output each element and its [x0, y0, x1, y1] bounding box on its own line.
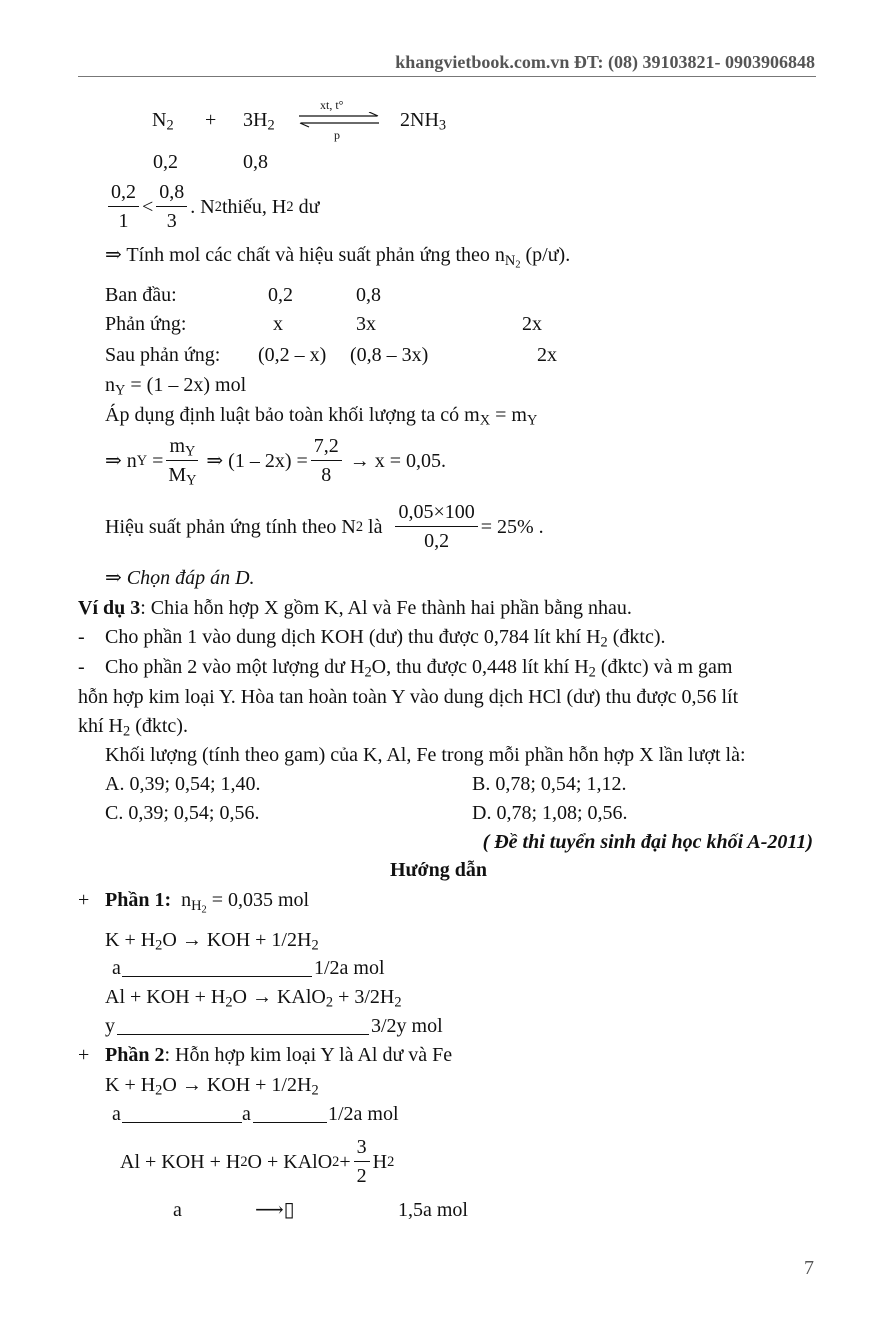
- text: Cho phần 1 vào dung dịch KOH (dư) thu được 0,784 lít khí H: [105, 626, 601, 648]
- text: H: [372, 1150, 388, 1173]
- page-header: [395, 52, 815, 74]
- text: ⇒ (1 – 2x) =: [206, 449, 308, 472]
- num: 0,05×100: [395, 500, 477, 527]
- plus-2: +: [78, 1044, 90, 1066]
- text: thiếu, H: [221, 195, 287, 218]
- text: = (1 – 2x) mol: [130, 374, 247, 396]
- text: = m: [495, 404, 527, 426]
- ratio-n2: [108, 180, 139, 233]
- text: O + KAlO: [247, 1150, 333, 1173]
- sub: 2: [166, 117, 174, 134]
- example3-bullet2-line3: [78, 714, 188, 738]
- exam-source: ( Đề thi tuyển sinh đại học khối A-2011): [482, 831, 813, 853]
- frac-3-2: [354, 1135, 370, 1188]
- sub: Y: [115, 382, 126, 399]
- page-number: 7: [804, 1257, 814, 1279]
- underline: [122, 976, 312, 977]
- option-d: D. 0,78; 1,08; 0,56.: [472, 802, 628, 824]
- example3-bullet2-line2: hỗn hợp kim loại Y. Hòa tan hoàn toàn Y vào dung dịch HCl (dư) thu được 0,56 lít: [78, 686, 739, 708]
- row-0-c2: 0,8: [356, 284, 381, 306]
- ratio-h2: [156, 180, 187, 233]
- sub: Y: [186, 472, 197, 489]
- reaction-al-koh-2: Al + KOH + H 2 O + KAlO 2 + $\frac{3}{2}$ H 2: [120, 1136, 395, 1187]
- den: 1: [118, 210, 129, 232]
- text: = 25% .: [480, 515, 544, 538]
- text: (đktc).: [612, 626, 666, 648]
- den: 3: [166, 210, 177, 232]
- sub: 3: [438, 117, 447, 134]
- text: khí H: [78, 715, 123, 737]
- sub: 2: [515, 259, 521, 271]
- part1-line: [105, 888, 310, 916]
- choose-answer: ⇒ Chọn đáp án D.: [105, 567, 255, 589]
- text: = 0,035 mol: [211, 889, 310, 911]
- text: n: [181, 889, 192, 911]
- r2-mol-b: 3/2y mol: [371, 1015, 443, 1037]
- sub: [191, 898, 207, 914]
- text: O → KAlO: [232, 986, 326, 1008]
- law-line: [105, 403, 537, 427]
- text: O, thu được 0,448 lít khí H: [371, 656, 589, 678]
- text: : Chia hỗn hợp X gồm K, Al và Fe thành hai phần bằng nhau.: [140, 597, 632, 619]
- text: ⇒ n: [105, 449, 137, 472]
- example3-bullet2: [105, 655, 732, 679]
- label: Phần 2: [105, 1044, 165, 1066]
- r4-mol-a: a: [173, 1199, 182, 1221]
- text: Al + KOH + H: [105, 986, 226, 1008]
- M: M: [168, 464, 187, 486]
- reaction-k-water: [105, 928, 319, 952]
- equation-line: ⇒ n Y = $\frac{m_Y}{M_Y}$ ⇒ (1 – 2x) = $\frac{7,2}{8}$ → x = 0,05.: [105, 435, 447, 489]
- den: 8: [321, 464, 332, 486]
- row-label-2: Sau phản ứng:: [105, 344, 221, 366]
- text: +: [339, 1150, 351, 1173]
- implies-line: [105, 243, 571, 271]
- row-2-c2: (0,8 – 3x): [350, 344, 429, 366]
- sub: X: [479, 412, 491, 429]
- h2-text: 3H: [243, 109, 268, 131]
- sub: 2: [311, 937, 319, 954]
- option-a: A. 0,39; 0,54; 1,40.: [105, 773, 261, 795]
- sub: 2: [588, 664, 596, 681]
- sub: 2: [364, 664, 372, 681]
- plus-1: +: [78, 889, 90, 911]
- condition-bottom: p: [334, 128, 340, 142]
- example3-title: [78, 596, 632, 620]
- row-1-c3: 2x: [522, 313, 542, 335]
- den: 2: [356, 1165, 367, 1187]
- sub: 2: [325, 994, 334, 1011]
- sub: Y: [185, 443, 196, 460]
- text: O → KOH + 1/2H: [162, 1074, 312, 1096]
- text: Hiệu suất phản ứng tính theo N: [105, 515, 356, 538]
- r3-mol-a: a: [112, 1103, 121, 1125]
- sub: 2: [201, 904, 207, 916]
- row-1-c1: x: [273, 313, 283, 335]
- underline: [253, 1122, 327, 1123]
- equilibrium-arrow-icon: [297, 112, 381, 128]
- text: (đktc) và m gam: [600, 656, 733, 678]
- text: Cho phần 2 vào một lượng dư H: [105, 656, 365, 678]
- row-label-1: Phản ứng:: [105, 313, 187, 335]
- sub: 2: [155, 937, 163, 954]
- header-site: khangvietbook.com.vn: [395, 52, 570, 72]
- text: dư: [298, 195, 320, 218]
- header-phone: ĐT: (08) 39103821- 0903906848: [573, 52, 815, 72]
- r1-mol-b: 1/2a mol: [314, 957, 385, 979]
- n2-text: N: [152, 109, 167, 131]
- r4-mol-b: 1,5a mol: [398, 1199, 468, 1221]
- r3-mol-c: 1/2a mol: [328, 1103, 399, 1125]
- row-label-0: Ban đầu:: [105, 284, 177, 306]
- text: (đktc).: [135, 715, 188, 737]
- den: [168, 461, 196, 487]
- yield-line: Hiệu suất phản ứng tính theo N 2 là $\frac{0,05\times 100}{0,2}$ = 25% .: [105, 501, 544, 552]
- m: m: [169, 435, 186, 457]
- condition-top: xt, t°: [320, 98, 344, 112]
- text: là: [368, 515, 383, 538]
- text: ⇒ Tính mol các chất và hiệu suất phản ứng theo n: [105, 244, 505, 266]
- row-1-c2: 3x: [356, 313, 376, 335]
- text: K + H: [105, 1074, 156, 1096]
- ny-line: [105, 373, 246, 397]
- sub: 2: [394, 994, 402, 1011]
- r3-mol-b: a: [242, 1103, 251, 1125]
- sub: 2: [225, 994, 233, 1011]
- text: n: [105, 374, 115, 396]
- reaction-plus: +: [205, 109, 217, 131]
- sub-n: N: [504, 252, 516, 269]
- text: O → KOH + 1/2H: [162, 929, 312, 951]
- part2-line: [105, 1043, 452, 1067]
- reaction-h2: [243, 108, 275, 132]
- sub: 2: [600, 634, 608, 651]
- reaction-al-koh: [105, 985, 402, 1009]
- sub: 2: [123, 723, 131, 740]
- r4-arrow: ⟶▯: [255, 1199, 295, 1221]
- bullet-dash-2: -: [78, 656, 85, 678]
- text: Áp dụng định luật bảo toàn khối lượng ta có m: [105, 404, 480, 426]
- sub-h: H: [191, 897, 202, 914]
- less-than: <: [142, 195, 154, 218]
- mol-h2: 0,8: [243, 151, 268, 173]
- text: → x = 0,05.: [349, 449, 447, 472]
- num: 0,2: [108, 180, 139, 207]
- example3-question: Khối lượng (tính theo gam) của K, Al, Fe trong mỗi phần hỗn hợp X lần lượt là:: [105, 744, 746, 766]
- mol-n2: 0,2: [153, 151, 178, 173]
- header-rule: [78, 76, 816, 77]
- num: [166, 434, 198, 461]
- sub: 2: [155, 1082, 163, 1099]
- title: Ví dụ 3: [78, 597, 141, 619]
- underline: [117, 1034, 369, 1035]
- guide-title: Hướng dẫn: [390, 859, 488, 881]
- text: : Hỗn hợp kim loại Y là Al dư và Fe: [164, 1044, 453, 1066]
- row-0-c1: 0,2: [268, 284, 293, 306]
- ratio-compare: $\frac{0,2}{1}$ < $\frac{0,8}{3}$ . N 2 thiếu, H 2 dư: [105, 180, 319, 233]
- text: + 3/2H: [333, 986, 395, 1008]
- reaction-k-water-2: [105, 1073, 319, 1097]
- option-c: C. 0,39; 0,54; 0,56.: [105, 802, 260, 824]
- num: 0,8: [156, 180, 187, 207]
- frac-mY-MY: [166, 434, 198, 487]
- example3-bullet1: [105, 625, 666, 649]
- option-b: B. 0,78; 0,54; 1,12.: [472, 773, 627, 795]
- den: 0,2: [424, 530, 450, 552]
- num: 3: [354, 1135, 370, 1162]
- num: 7,2: [311, 434, 342, 461]
- row-2-c1: (0,2 – x): [258, 344, 327, 366]
- sub: Y: [526, 412, 538, 429]
- text: Al + KOH + H: [120, 1150, 241, 1173]
- reaction-product: [400, 108, 446, 132]
- sub: [505, 253, 521, 269]
- underline: [122, 1122, 242, 1123]
- product-text: 2NH: [400, 109, 439, 131]
- text: K + H: [105, 929, 156, 951]
- text: . N: [190, 195, 215, 218]
- sub: 2: [311, 1082, 319, 1099]
- row-2-c3: 2x: [537, 344, 557, 366]
- sub: 2: [267, 117, 275, 134]
- frac-7-2-8: [311, 434, 342, 487]
- bullet-dash-1: -: [78, 626, 85, 648]
- r2-mol-a: y: [105, 1015, 115, 1037]
- r1-mol-a: a: [112, 957, 121, 979]
- frac-yield: [395, 500, 477, 553]
- text: (p/ư).: [525, 244, 571, 266]
- label: Phần 1:: [105, 889, 172, 911]
- reaction-n2: [152, 108, 174, 132]
